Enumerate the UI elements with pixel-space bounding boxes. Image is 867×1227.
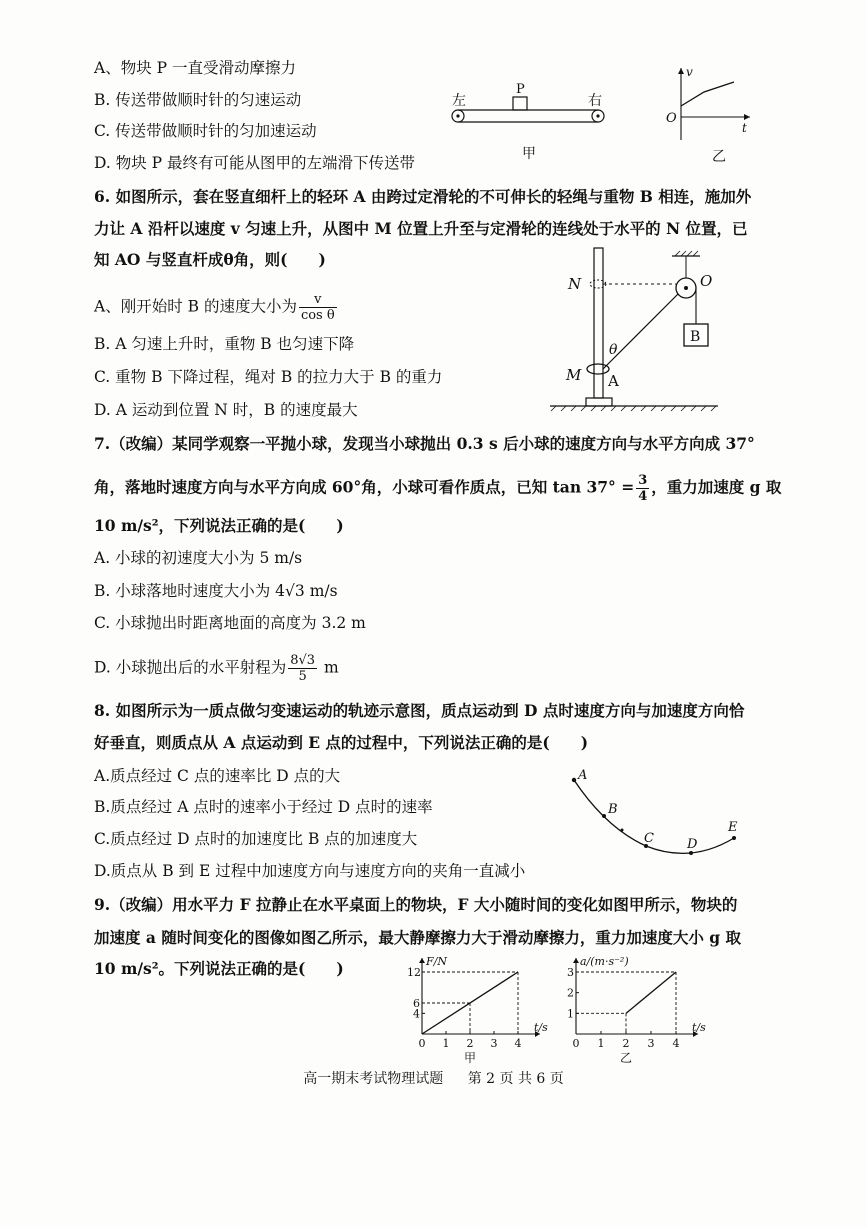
q8-stem-line1: 8. 如图所示为一质点做匀变速运动的轨迹示意图，质点运动到 D 点时速度方向与加速度方向恰 [94,701,745,720]
q7-stem-line2-text: 角，落地时速度方向与水平方向成 60°角，小球可看作质点，已知 tan 37° = [94,477,635,497]
y-tick-label: 1 [567,1007,574,1021]
chart-caption: 乙 [620,1051,633,1065]
q8-option-a: A.质点经过 C 点的速率比 D 点的大 [94,767,341,785]
x-axis-label: t/s [692,1021,706,1034]
position-m-label: M [566,366,582,384]
x-tick-label: 0 [572,1037,580,1050]
q7-stem-line3: 10 m/s²，下列说法正确的是( ) [94,516,344,535]
y-axis-label: F/N [426,955,447,968]
q6-option-a-fraction [299,292,337,323]
point-e-label: E [728,820,738,835]
fraction-denominator: cos θ [300,308,335,323]
fraction-denominator: 4 [638,489,648,504]
q6-option-a-text: A、刚开始时 B 的速度大小为 [94,297,297,316]
q7-option-d-unit: m [319,658,339,677]
vertical-pole [594,248,603,398]
x-tick-label: 3 [490,1037,498,1050]
angle-theta-label: θ [609,342,618,358]
figure-jia-caption: 甲 [522,146,536,162]
q8-stem-line2: 好垂直，则质点从 A 点运动到 E 点的过程中，下列说法正确的是( ) [94,733,589,752]
q6-option-a [94,292,339,323]
q9-stem-line3: 10 m/s²。下列说法正确的是( ) [94,959,344,978]
q7-stem-line1: 7.（改编）某同学观察一平抛小球，发现当小球抛出 0.3 s 后小球的速度方向与水平方向成 37° [94,434,755,453]
q8-option-b: B.质点经过 A 点时的速率小于经过 D 点时的速率 [94,798,433,816]
footer-page-number: 第 2 页 共 6 页 [467,1071,564,1087]
chart-a-t [556,954,716,1064]
ring-a-label: A [608,372,619,390]
trajectory-curve [574,780,734,853]
q5-conveyor-figure [440,78,620,168]
q6-option-d: D. A 运动到位置 N 时，B 的速度最大 [94,401,358,419]
chart-caption: 甲 [464,1051,477,1065]
point-d-label: D [687,837,698,852]
block-p-label: P [516,82,525,97]
chart-a-t-svg [556,954,716,1064]
q9-stem-line1: 9.（改编）用水平力 F 拉静止在水平桌面上的物块，F 大小随时间的变化如图甲所示，物块的 [94,895,738,914]
q7-option-d-text: D. 小球抛出后的水平射程为 [94,658,287,677]
x-tick-label: 0 [418,1037,426,1050]
origin-label: O [666,111,677,126]
q6-option-b: B. A 匀速上升时，重物 B 也匀速下降 [94,335,355,353]
conveyor-right-label: 右 [588,93,602,109]
y-tick-label: 12 [407,966,421,979]
x-axis-label: t/s [534,1021,548,1034]
chart-f-t-svg [392,954,548,1065]
q5-option-b: B. 传送带做顺时针的匀速运动 [94,91,302,109]
x-tick-label: 2 [466,1037,474,1050]
fraction-numerator: 8√3 [290,653,316,668]
q7-stem-line2 [94,473,781,504]
vt-curve [681,82,734,106]
point-b [602,814,606,818]
position-n-label: N [568,275,582,293]
y-tick-label: 2 [567,986,574,1000]
range-fraction [288,653,317,684]
y-axis-label: a/(m·s⁻²) [580,955,629,968]
x-tick-label: 2 [622,1037,630,1050]
y-tick-label: 6 [413,997,420,1010]
y-axis-arrow [419,958,425,963]
point-c-label: C [644,831,654,846]
y-tick-label: 4 [413,1007,420,1021]
q5-vt-graph [660,62,760,168]
weight-b-label: B [690,329,701,345]
x-tick-label: 4 [672,1037,680,1050]
q8-option-c: C.质点经过 D 点时的加速度比 B 点的加速度大 [94,830,418,848]
q5-option-c: C. 传送带做顺时针的匀加速运动 [94,122,317,140]
q6-stem-line3: 知 AO 与竖直杆成θ角，则( ) [94,250,326,269]
x-tick-label: 1 [597,1037,605,1050]
q7-option-b: B. 小球落地时速度大小为 4√3 m/s [94,582,338,600]
x-tick-label: 4 [514,1037,522,1050]
t-axis-label: t [742,121,747,135]
q7-option-a: A. 小球的初速度大小为 5 m/s [94,549,303,567]
fraction-numerator: 3 [638,473,648,488]
conveyor-left-label: 左 [452,93,466,109]
tan37-fraction [636,473,649,504]
q9-stem-line2: 加速度 a 随时间变化的图像如图乙所示，最大静摩擦力大于滑动摩擦力，重力加速度大小 g 取 [94,928,741,947]
q6-pulley-figure [550,244,730,414]
q8-trajectory-figure [566,764,756,864]
point-a [572,778,576,782]
footer-exam-title: 高一期末考试物理试题 [303,1071,444,1087]
y-axis-arrow [573,958,579,963]
point-a-label: A [578,768,588,783]
q8-option-d: D.质点从 B 到 E 过程中加速度方向与速度方向的夹角一直减小 [94,862,526,880]
q5-option-d: D. 物块 P 最终有可能从图甲的左端滑下传送带 [94,154,416,172]
q6-option-c: C. 重物 B 下降过程，绳对 B 的拉力大于 B 的重力 [94,368,443,386]
q6-stem-line2: 力让 A 沿杆以速度 v 匀速上升，从图中 M 位置上升至与定滑轮的连线处于水平的 N 位置，已 [94,219,748,238]
pulley-o-label: O [700,272,713,290]
q7-option-d [94,653,339,684]
q7-stem-line2-tail: ，重力加速度 g 取 [651,477,782,497]
chart-f-t [392,954,548,1065]
series-line [626,972,676,1013]
block-p [513,97,527,110]
y-tick-label: 3 [567,966,574,979]
point-e [732,836,736,840]
ring-a [587,364,609,374]
q5-option-a: A、物块 P 一直受滑动摩擦力 [94,59,296,77]
page-footer [0,1068,867,1088]
fraction-numerator: v [299,292,337,308]
q6-stem-line1: 6. 如图所示，套在竖直细杆上的轻环 A 由跨过定滑轮的不可伸长的轻绳与重物 B 相连，施加外 [94,187,752,206]
point-b-label: B [608,802,618,817]
v-axis-label: v [686,65,693,79]
fraction-denominator: 5 [298,669,307,684]
x-tick-label: 1 [442,1037,450,1050]
pole-base [586,398,612,406]
x-tick-label: 3 [647,1037,655,1050]
figure-yi-caption: 乙 [712,149,726,165]
q7-option-c: C. 小球抛出时距离地面的高度为 3.2 m [94,614,366,632]
